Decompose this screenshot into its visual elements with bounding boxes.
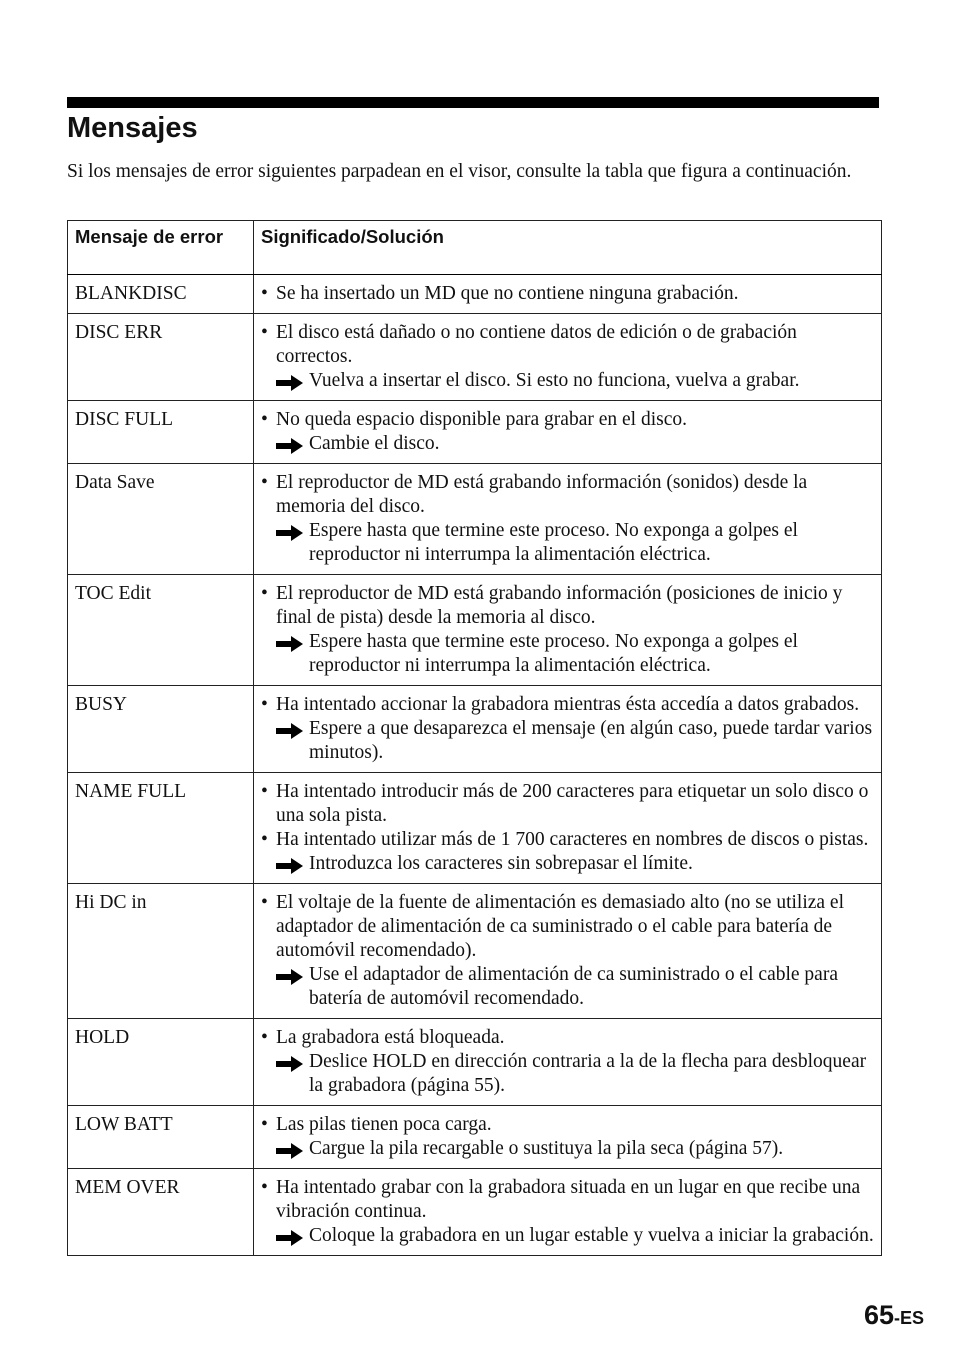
table-row — [68, 773, 882, 884]
error-message-cell: LOW BATT — [68, 1106, 254, 1169]
meaning-text: El voltaje de la fuente de alimentación es demasiado alto (no se utiliza el adaptador de alimentación de ca suministrado o el cable para batería de automóvil recomendado). — [276, 892, 844, 961]
table-row — [68, 314, 882, 401]
bullet-dot: • — [261, 1177, 268, 1198]
solution-text: Espere a que desaparezca el mensaje (en algún caso, puede tardar varios minutos). — [309, 718, 873, 763]
solution-text: Cargue la pila recargable o sustituya la pila seca (página 57). — [309, 1138, 784, 1159]
meaning-bullet — [261, 780, 874, 828]
meaning-bullet — [261, 693, 874, 717]
meaning-text: Ha intentado introducir más de 200 caracteres para etiquetar un solo disco o una sola pista. — [276, 781, 869, 826]
meaning-text: El reproductor de MD está grabando información (sonidos) desde la memoria del disco. — [276, 472, 808, 517]
solution-cell — [254, 1169, 882, 1256]
solution-cell — [254, 464, 882, 575]
table-row — [68, 464, 882, 575]
solution-text: Vuelva a insertar el disco. Si esto no funciona, vuelva a grabar. — [309, 370, 800, 391]
solution-action — [261, 432, 874, 456]
right-arrow-icon — [276, 722, 304, 738]
solution-text: Cambie el disco. — [309, 433, 440, 454]
error-message-cell: TOC Edit — [68, 575, 254, 686]
solution-cell — [254, 401, 882, 464]
page-number-value: 65 — [863, 1300, 894, 1330]
meaning-text: La grabadora está bloqueada. — [276, 1027, 505, 1048]
table-row — [68, 1019, 882, 1106]
meaning-text: Ha intentado utilizar más de 1 700 caracteres en nombres de discos o pistas. — [276, 829, 869, 850]
meaning-bullet — [261, 408, 874, 432]
bullet-dot: • — [261, 829, 268, 850]
bullet-dot: • — [261, 283, 268, 304]
table-row — [68, 884, 882, 1019]
bullet-dot: • — [261, 1114, 268, 1135]
error-messages-table — [67, 220, 882, 1256]
meaning-bullet — [261, 582, 874, 630]
error-message-cell: NAME FULL — [68, 773, 254, 884]
header-message: Mensaje de error — [68, 221, 254, 275]
bullet-dot: • — [261, 781, 268, 802]
solution-text: Coloque la grabadora en un lugar estable y vuelva a iniciar la grabación. — [309, 1225, 874, 1246]
table-row — [68, 1106, 882, 1169]
solution-action — [261, 852, 874, 876]
solution-text: Espere hasta que termine este proceso. No exponga a golpes el reproductor ni interrumpa la alimentación eléctrica. — [309, 520, 798, 565]
meaning-text: No queda espacio disponible para grabar en el disco. — [276, 409, 687, 430]
meaning-bullet — [261, 891, 874, 963]
right-arrow-icon — [276, 1229, 304, 1245]
meaning-bullet — [261, 828, 874, 852]
solution-cell — [254, 884, 882, 1019]
table-row — [68, 686, 882, 773]
meaning-bullet — [261, 1113, 874, 1137]
solution-action — [261, 519, 874, 567]
solution-text: Introduzca los caracteres sin sobrepasar el límite. — [309, 853, 693, 874]
meaning-text: El reproductor de MD está grabando información (posiciones de inicio y final de pista) desde la memoria al disco. — [276, 583, 843, 628]
right-arrow-icon — [276, 524, 304, 540]
error-message-cell: DISC ERR — [68, 314, 254, 401]
intro-text: Si los mensajes de error siguientes parpadean en el visor, consulte la tabla que figura a continuación. — [67, 161, 852, 182]
solution-cell — [254, 1019, 882, 1106]
right-arrow-icon — [276, 437, 304, 453]
solution-action — [261, 1050, 874, 1098]
table-row — [68, 401, 882, 464]
error-message-cell: BLANKDISC — [68, 275, 254, 314]
meaning-text: Ha intentado grabar con la grabadora situada en un lugar en que recibe una vibración continua. — [276, 1177, 861, 1222]
solution-action — [261, 630, 874, 678]
bullet-dot: • — [261, 322, 268, 343]
bullet-dot: • — [261, 472, 268, 493]
solution-cell — [254, 275, 882, 314]
solution-text: Use el adaptador de alimentación de ca suministrado o el cable para batería de automóvil recomendado. — [309, 964, 838, 1009]
solution-cell — [254, 314, 882, 401]
right-arrow-icon — [276, 1142, 304, 1158]
solution-text: Deslice HOLD en dirección contraria a la de la flecha para desbloquear la grabadora (página 55). — [309, 1051, 867, 1096]
solution-cell — [254, 1106, 882, 1169]
bullet-dot: • — [261, 583, 268, 604]
meaning-bullet — [261, 1026, 874, 1050]
solution-action — [261, 1224, 874, 1248]
header-meaning: Significado/Solución — [254, 221, 882, 275]
solution-action — [261, 369, 874, 393]
bullet-dot: • — [261, 694, 268, 715]
section-rule — [67, 97, 879, 108]
solution-cell — [254, 686, 882, 773]
bullet-dot: • — [261, 409, 268, 430]
error-message-cell: DISC FULL — [68, 401, 254, 464]
meaning-text: El disco está dañado o no contiene datos de edición o de grabación correctos. — [276, 322, 797, 367]
error-message-cell: MEM OVER — [68, 1169, 254, 1256]
error-message-cell: HOLD — [68, 1019, 254, 1106]
table-row — [68, 275, 882, 314]
meaning-bullet — [261, 471, 874, 519]
page-language-suffix: -ES — [893, 1308, 924, 1328]
solution-action — [261, 963, 874, 1011]
page-number — [864, 1300, 924, 1331]
meaning-text: Se ha insertado un MD que no contiene ninguna grabación. — [276, 283, 739, 304]
table-row — [68, 575, 882, 686]
meaning-bullet — [261, 282, 874, 306]
error-message-cell: Hi DC in — [68, 884, 254, 1019]
solution-action — [261, 1137, 874, 1161]
meaning-text: Las pilas tienen poca carga. — [276, 1114, 492, 1135]
right-arrow-icon — [276, 374, 304, 390]
solution-cell — [254, 575, 882, 686]
bullet-dot: • — [261, 1027, 268, 1048]
error-message-cell: Data Save — [68, 464, 254, 575]
error-message-cell: BUSY — [68, 686, 254, 773]
right-arrow-icon — [276, 1055, 304, 1071]
page-title: Mensajes — [67, 112, 198, 144]
meaning-bullet — [261, 1176, 874, 1224]
solution-action — [261, 717, 874, 765]
meaning-bullet — [261, 321, 874, 369]
bullet-dot: • — [261, 892, 268, 913]
meaning-text: Ha intentado accionar la grabadora mientras ésta accedía a datos grabados. — [276, 694, 860, 715]
right-arrow-icon — [276, 857, 304, 873]
solution-cell — [254, 773, 882, 884]
right-arrow-icon — [276, 635, 304, 651]
right-arrow-icon — [276, 968, 304, 984]
table-header-row — [68, 221, 882, 275]
solution-text: Espere hasta que termine este proceso. No exponga a golpes el reproductor ni interrumpa la alimentación eléctrica. — [309, 631, 798, 676]
table-row — [68, 1169, 882, 1256]
table-body — [68, 275, 882, 1256]
